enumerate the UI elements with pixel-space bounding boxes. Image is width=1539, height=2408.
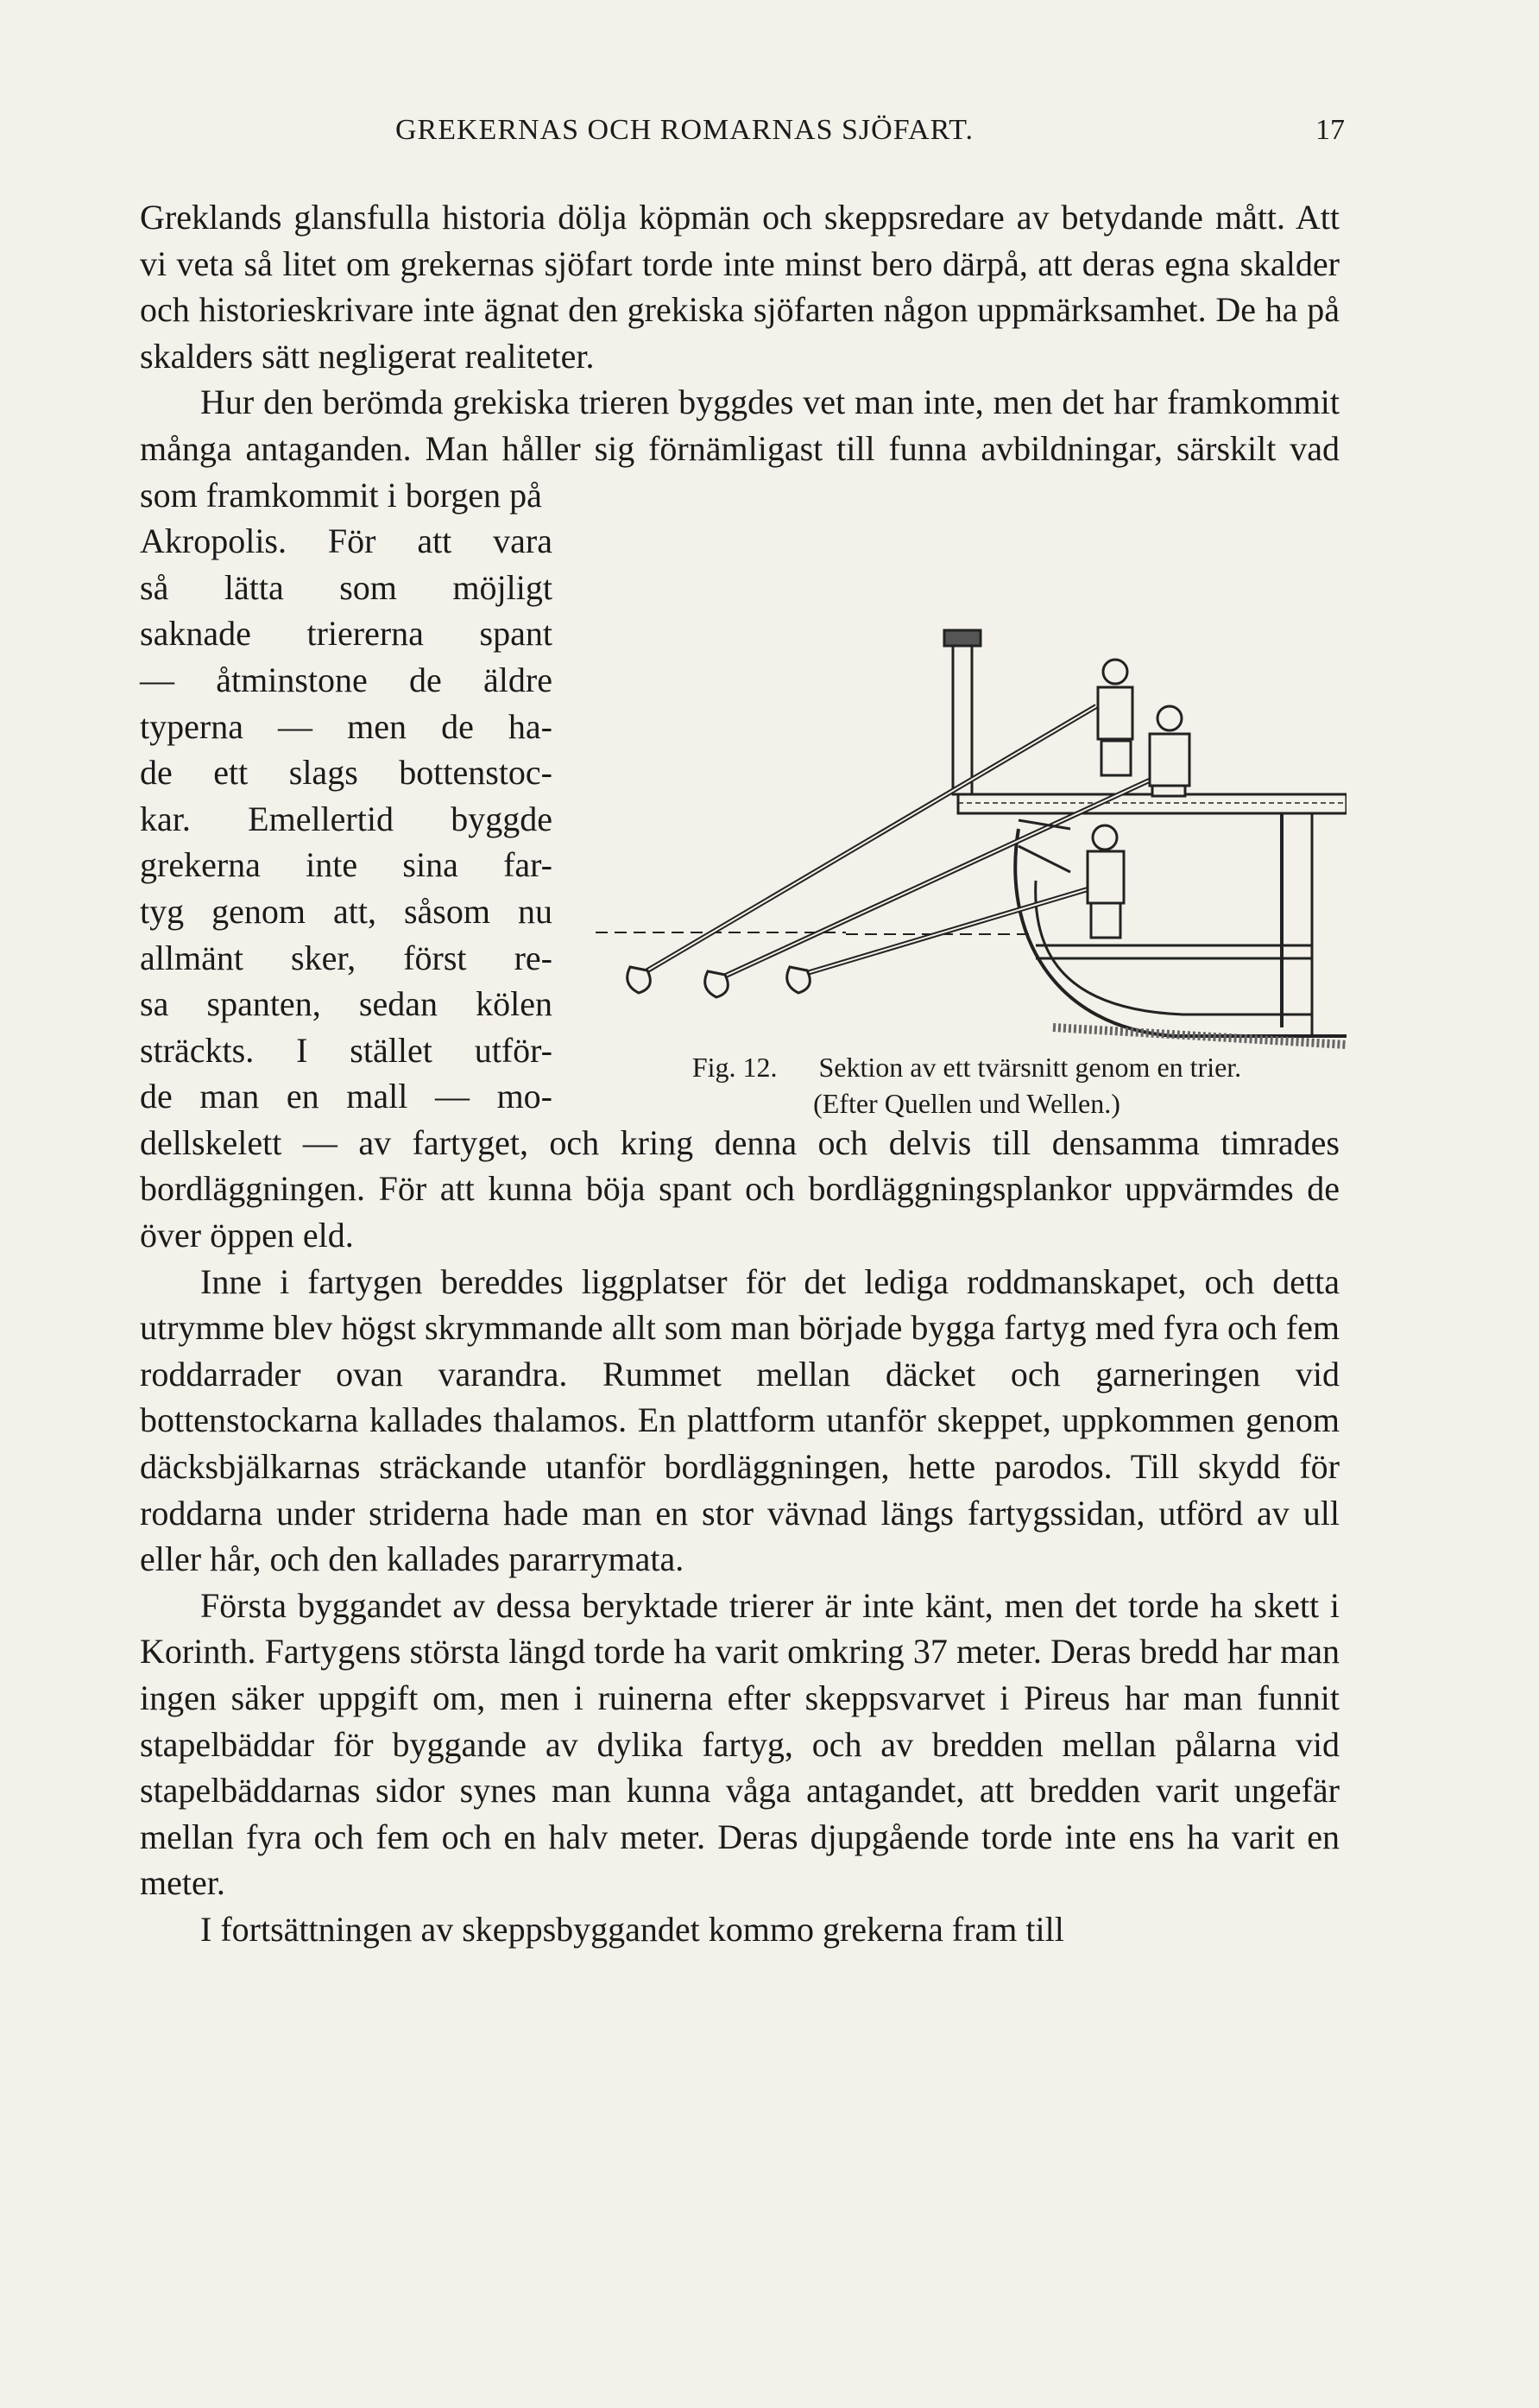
wrapped-line: så lätta som möjligt — [140, 567, 552, 607]
paragraph-1: Greklands glansfulla historia dölja köpmän och skeppsredare av betydande mått. Att vi veta så litet om grekernas sjöfart torde inte minst bero därpå, att deras egna skalder och historieskrivare inte ägnat den grekiska sjöfarten någon uppmärksamhet. De ha på skalders sätt negligerat realiteter. — [140, 198, 1340, 376]
mast-top — [944, 630, 981, 646]
rower-lower — [1088, 825, 1124, 938]
figure-label: Fig. 12. — [691, 1052, 778, 1083]
wrapped-line: allmänt sker, först re- — [140, 938, 552, 977]
wrapped-line: Akropolis. För att vara — [140, 521, 552, 561]
figure-caption-text: Sektion av ett tvärsnitt genom en trier. — [818, 1052, 1242, 1083]
figure-source: (Efter Quellen und Wellen.) — [813, 1088, 1120, 1119]
paragraph-4: Första byggandet av dessa beryktade trierer är inte känt, men det torde ha skett i Korinth. Fartygens största längd torde ha varit omkring 37 meter. Deras bredd har man ingen säker uppgift om, men i ruinerna efter skeppsvarvet i Pireus har man funnit stapelbäddar för byggande av dylika fartyg, och av bredden mellan pålarna vid stapelbäddarnas sidor synes man kunna våga antagandet, att bredden varit ungefär mellan fyra och fem och en halv meter. Deras djupgående torde inte ens ha varit en meter. — [140, 1585, 1340, 1903]
figure-caption — [587, 1049, 1347, 1122]
page-number: 17 — [1315, 114, 1345, 146]
running-title: GREKERNAS OCH ROMARNAS SJÖFART. — [395, 114, 974, 146]
paragraph-2-rest: dellskelett — av fartyget, och kring denna och delvis till densamma timrades bordläggningen. För att kunna böja spant och bordläggningsplankor uppvärmdes de över öppen eld. — [140, 1122, 1340, 1255]
wrapped-line: grekerna inte sina far- — [140, 845, 552, 885]
caption-line — [587, 1049, 1347, 1085]
wrapped-line: sa spanten, sedan kölen — [140, 984, 552, 1024]
wrapped-line: typerna — men de ha- — [140, 706, 552, 746]
paragraph-3: Inne i fartygen bereddes liggplatser för det lediga roddmanskapet, och detta utrymme blev högst skrymmande allt som man började bygga fartyg med fyra och fem roddarrader ovan varandra. Rummet mellan däcket och garneringen vid bottenstockarna kallades thalamos. En plattform utanför skeppet, uppkommen genom däcksbjälkarnas sträckande utanför bordläggningen, hette parodos. Till skydd för roddarna under striderna hade man en stor vävnad längs fartygssidan, utförd av ull eller hår, och den kallades pararrymata. — [140, 1261, 1340, 1579]
wrapped-line: sträckts. I stället utför- — [140, 1030, 552, 1070]
rower-upper — [1098, 660, 1132, 775]
wrapped-line: de man en mall — mo- — [140, 1077, 552, 1116]
rower-middle — [1150, 706, 1189, 796]
trireme-section-figure — [587, 622, 1347, 1105]
wrapped-line: de ett slags bottenstoc- — [140, 753, 552, 793]
running-head — [136, 114, 1345, 155]
trireme-cross-section-illustration — [587, 622, 1347, 1053]
wrapped-line: saknade triererna spant — [140, 614, 552, 654]
wrapped-line: tyg genom att, såsom nu — [140, 891, 552, 931]
wrapped-line: — åtminstone de äldre — [140, 660, 552, 699]
mast-post — [953, 639, 972, 794]
paragraph-2-full: Hur den berömda grekiska trieren byggdes vet man inte, men det har framkommit många antaganden. Man håller sig förnämligast till funna avbildningar, särskilt vad som framkommit i borgen på — [140, 382, 1340, 515]
paragraph-5: I fortsättningen av skeppsbyggandet kommo grekerna fram till — [200, 1909, 1064, 1949]
wrapped-line: kar. Emellertid byggde — [140, 799, 552, 838]
